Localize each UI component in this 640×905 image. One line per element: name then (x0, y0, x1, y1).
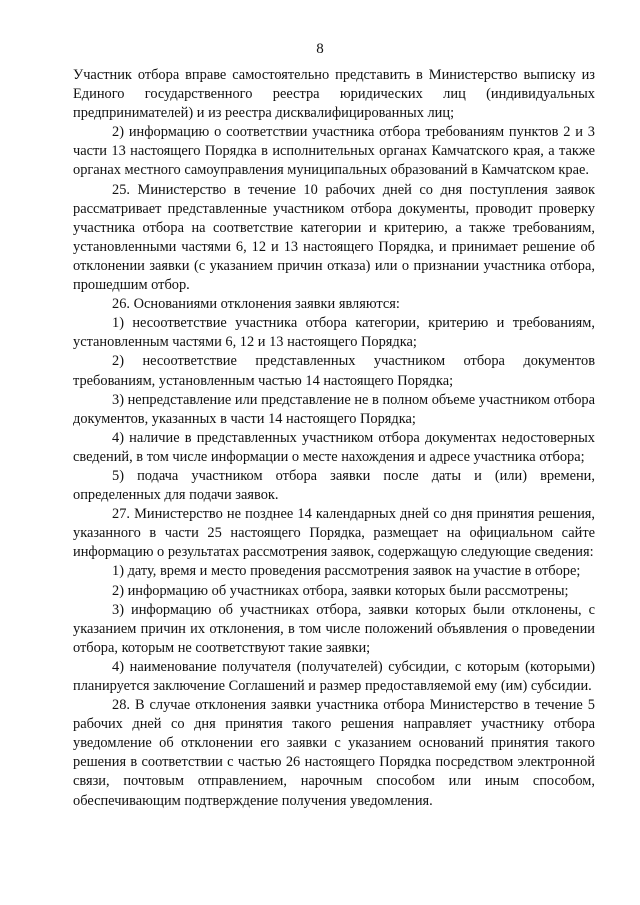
paragraph: 28. В случае отклонения заявки участника отбора Министерство в течение 5 рабочих дней со дня принятия такого решения направляет участнику отбора уведомление об отклонении его заявки с указанием оснований принятия такого решения в соответствии с частью 26 настоящего Порядка посредством электронной связи, почтовым отправлением, нарочным способом или иным способом, обеспечивающим подтверждение получения уведомления. (73, 697, 595, 809)
paragraph: 1) дату, время и место проведения рассмотрения заявок на участие в отборе; (112, 563, 581, 580)
paragraph: 25. Министерство в течение 10 рабочих дней со дня поступления заявок рассматривает представленные участником отбора документы, проводит проверку участника отбора на соответствие категории и критерию, а также требованиям, установленными частями 6, 12 и 13 настоящего Порядка, и принимает решение об отклонении заявки (с указанием причин отказа) или о признании участника отбора, прошедшим отбор. (73, 181, 595, 294)
paragraph: 3) непредставление или представление не в полном объеме участником отбора документов, указанных в части 14 настоящего Порядка; (73, 391, 595, 427)
document-body (73, 66, 595, 811)
paragraph: 2) несоответствие представленных участником отбора документов требованиям, установленным частью 14 настоящего Порядка; (73, 353, 595, 389)
paragraph: 2) информацию о соответствии участника отбора требованиям пунктов 2 и 3 части 13 настоящего Порядка в исполнительных органах Камчатского края, а также органах местного самоуправления муниципальных образований в Камчатском крае. (73, 124, 595, 179)
paragraph: 1) несоответствие участника отбора категории, критерию и требованиям, установленным частями 6, 12 и 13 настоящего Порядка; (73, 315, 595, 351)
paragraph: 4) наименование получателя (получателей) субсидии, с которым (которыми) планируется заключение Соглашений и размер предоставляемой ему (им) субсидии. (73, 658, 595, 694)
paragraph: 2) информацию об участниках отбора, заявки которых были рассмотрены; (112, 582, 569, 599)
paragraph: 4) наличие в представленных участником отбора документах недостоверных сведений, в том числе информации о месте нахождения и адресе участника отбора; (73, 429, 595, 465)
paragraph: Участник отбора вправе самостоятельно представить в Министерство выписку из Единого государственного реестра юридических лиц (индивидуальных предпринимателей) и из реестра дисквалифицированных лиц; (73, 67, 595, 122)
paragraph: 26. Основаниями отклонения заявки являются: (112, 296, 400, 313)
paragraph: 27. Министерство не позднее 14 календарных дней со дня принятия решения, указанного в части 25 настоящего Порядка, размещает на официальном сайте информацию о результатах рассмотрения заявок, содержащую следующие сведения: (73, 506, 595, 561)
paragraph: 5) подача участником отбора заявки после даты и (или) времени, определенных для подачи заявок. (73, 467, 595, 504)
paragraph: 3) информацию об участниках отбора, заявки которых были отклонены, с указанием причин их отклонения, в том числе положений объявления о проведении отбора, которым не соответствуют такие заявки; (73, 601, 595, 656)
page-number: 8 (316, 41, 324, 57)
